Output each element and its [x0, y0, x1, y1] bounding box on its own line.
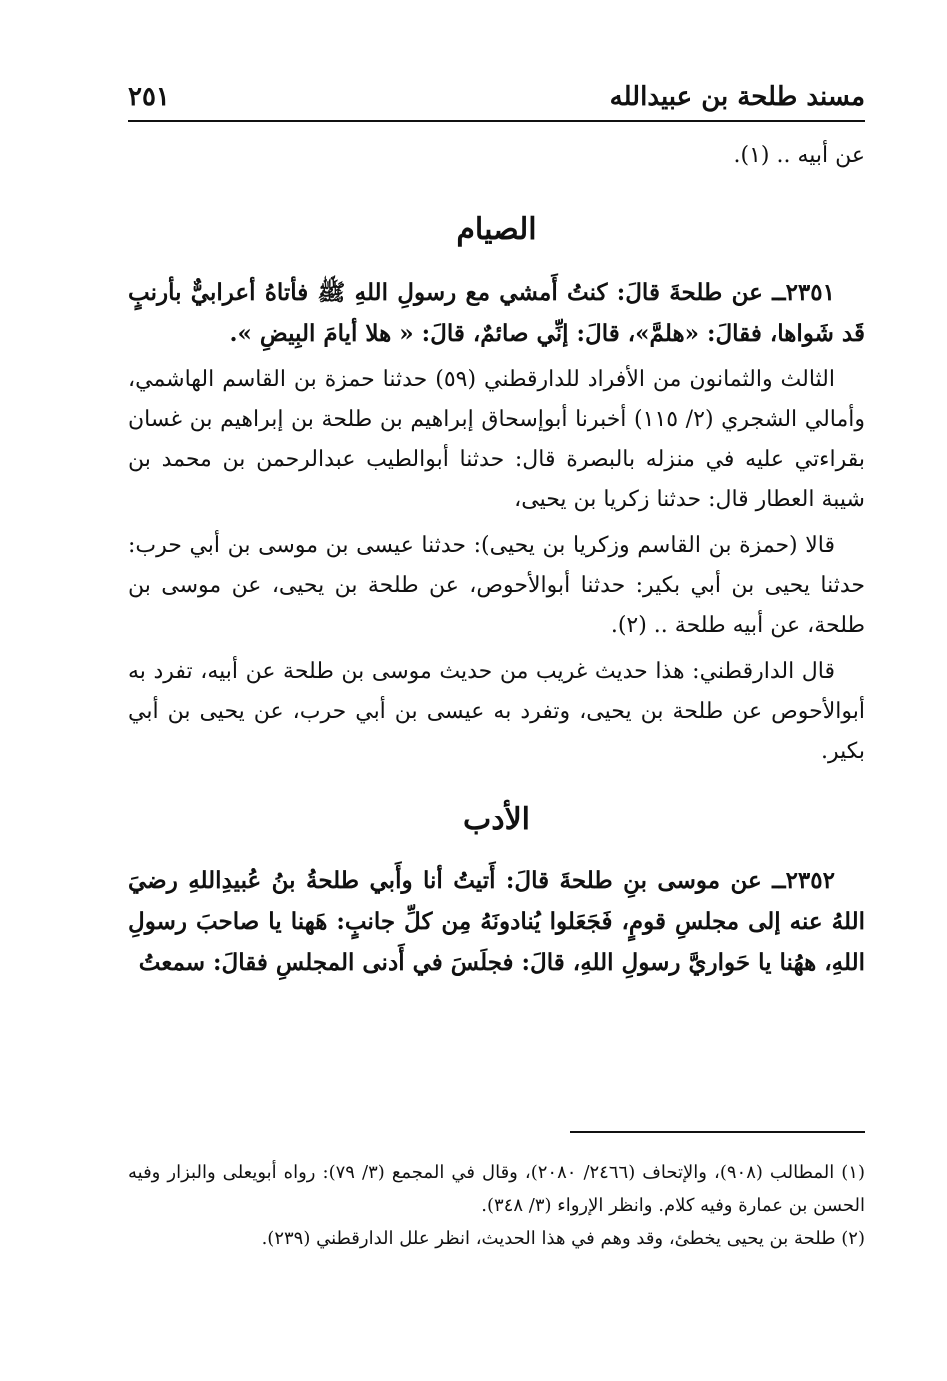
footnote-separator [570, 1131, 865, 1133]
section-heading-siyam: الصيام [456, 212, 537, 247]
page-number: ٢٥١ [128, 82, 170, 112]
section-heading-adab: الأدب [462, 802, 531, 837]
hadith-2351: ٢٣٥١ــ عن طلحةَ قالَ: كنتُ أَمشي مع رسولِ اللهِ ﷺ فأتاهُ أعرابيٌّ بأرنبٍ قَد شَواها، فقالَ: «هلمَّ»، قالَ: إنِّي صائمٌ، قالَ: « هلا أيامَ البِيضِ ». [128, 279, 865, 347]
opening-line: عن أبيه .. (١). [733, 143, 865, 168]
hadith-2352: ٢٣٥٢ــ عن موسى بنِ طلحةَ قالَ: أَتيتُ أنا وأَبي طلحةُ بنُ عُبيدِاللهِ رضيَ اللهُ عنه إلى مجلسِ قومٍ، فَجَعَلوا يُنادونَهُ مِن كلِّ جانبٍ: هَهنا يا صاحبَ رسولِ اللهِ، ههُنا يا حَواريَّ رسولِ اللهِ، قالَ: فجلَسَ في أَدنى المجلسِ فقالَ: سمعتُ [128, 867, 865, 976]
main-text [128, 136, 865, 983]
running-title: مسند طلحة بن عبيدالله [609, 82, 865, 112]
footnote-1: (١) المطالب (٩٠٨)، والإتحاف (٢٤٦٦/ ٢٠٨٠)، وقال في المجمع (٣/ ٧٩): رواه أبويعلى والبزار وفيه الحسن بن عمارة وفيه كلام. وانظر الإرواء (٣/ ٣٤٨). [128, 1162, 865, 1216]
takhrij-paragraph-2: قالا (حمزة بن القاسم وزكريا بن يحيى): حدثنا عيسى بن موسى بن أبي حرب: حدثنا يحيى بن أبي بكير: حدثنا أبوالأحوص، عن طلحة بن يحيى، عن موسى بن طلحة، عن أبيه طلحة .. (٢). [128, 533, 865, 638]
takhrij-paragraph-3: قال الدارقطني: هذا حديث غريب من حديث موسى بن طلحة عن أبيه، تفرد به أبوالأحوص عن طلحة بن يحيى، وتفرد به عيسى بن أبي حرب، عن يحيى بن أبي بكير. [128, 659, 865, 764]
running-header [128, 80, 865, 122]
footnote-2: (٢) طلحة بن يحيى يخطئ، وقد وهم في هذا الحديث، انظر علل الدارقطني (٢٣٩). [261, 1228, 865, 1249]
footnotes [128, 1156, 865, 1255]
takhrij-paragraph-1: الثالث والثمانون من الأفراد للدارقطني (٥٩) حدثنا حمزة بن القاسم الهاشمي، وأمالي الشجري (٢/ ١١٥) أخبرنا أبوإسحاق إبراهيم بن طلحة بن إبراهيم بن غسان بقراءتي عليه في منزله بالبصرة قال: حدثنا أبوالطيب عبدالرحمن بن محمد بن شيبة العطار قال: حدثنا زكريا بن يحيى، [128, 367, 866, 512]
